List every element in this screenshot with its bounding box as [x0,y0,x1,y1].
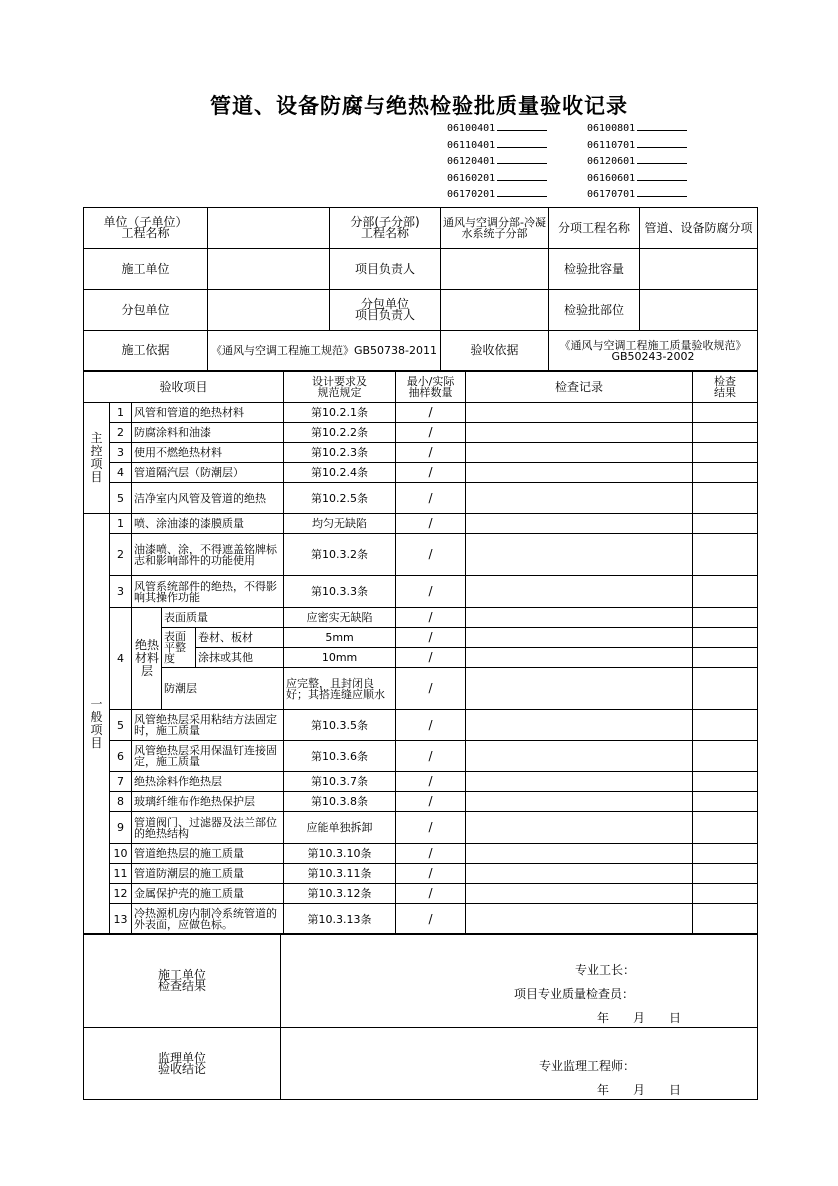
item-number: 12 [110,884,132,904]
constructor-value[interactable] [208,249,330,290]
capacity-label: 检验批容量 [549,249,640,290]
item-spec: 第10.3.13条 [284,904,396,935]
item-sample: / [396,403,466,423]
constructor-label: 施工单位 [84,249,208,290]
item-number: 6 [110,741,132,772]
code-number: 06120601 [587,156,636,167]
table-row [84,844,758,864]
item-record[interactable] [466,741,693,772]
item-record[interactable] [466,668,693,710]
code-blank[interactable] [637,120,687,131]
code-blank[interactable] [637,186,687,197]
item-number: 13 [110,904,132,935]
item-spec: 第10.3.12条 [284,884,396,904]
item-result[interactable] [693,423,758,443]
table-row [84,772,758,792]
code-row [447,186,547,203]
item-record[interactable] [466,628,693,648]
inspector-label: 项目专业质量检查员： [514,987,635,1001]
supervision-box [281,1028,758,1100]
item-result[interactable] [693,608,758,628]
item-result[interactable] [693,741,758,772]
item-spec: 应能单独拆卸 [284,812,396,844]
item-sample: / [396,576,466,608]
acceptance-label: 验收依据 [441,331,549,371]
item-record[interactable] [466,710,693,741]
code-row [587,137,687,154]
item-number: 10 [110,844,132,864]
code-list-left [447,120,547,203]
item-number: 3 [110,443,132,463]
item-sample: / [396,463,466,483]
item-number: 4 [110,608,132,710]
sheet-label: 卷材、板材 [196,628,284,648]
item-sample: / [396,844,466,864]
item-name: 使用不燃绝热材料 [132,443,284,463]
page-title: 管道、设备防腐与绝热检验批质量验收记录 [210,93,628,118]
item-name: 喷、涂油漆的漆膜质量 [132,514,284,534]
item-spec: 第10.3.10条 [284,844,396,864]
table-row [84,904,758,935]
item-name: 管道隔汽层（防潮层） [132,463,284,483]
item-name: 油漆喷、涂，不得遮盖铭牌标志和影响部件的功能使用 [132,534,284,576]
item-sample: / [396,628,466,648]
item-result[interactable] [693,534,758,576]
item-result[interactable] [693,792,758,812]
item-spec: 应完整，且封闭良好；其搭连缝应顺水 [284,668,396,710]
location-value[interactable] [640,290,758,331]
item-number: 5 [110,483,132,514]
item-name: 金属保护壳的施工质量 [132,884,284,904]
item-spec: 第10.3.5条 [284,710,396,741]
item-name: 玻璃纤维布作绝热保护层 [132,792,284,812]
unit-label: 单位（子单位） 工程名称 [84,208,208,249]
table-row [84,884,758,904]
item-result[interactable] [693,443,758,463]
col-item: 验收项目 [84,372,284,403]
item-result[interactable] [693,864,758,884]
item-number: 4 [110,463,132,483]
item-spec: 5mm [284,628,396,648]
table-row [84,403,758,423]
code-row [447,153,547,170]
construction-date: 年 月 日 [597,1011,682,1025]
item-spec: 第10.3.2条 [284,534,396,576]
item-name: 风管和管道的绝热材料 [132,403,284,423]
col-result: 检查 结果 [693,372,758,403]
item-record[interactable] [466,403,693,423]
construction-label: 施工单位 检查结果 [84,934,281,1028]
item-name: 绝热涂料作绝热层 [132,772,284,792]
item-record[interactable] [466,534,693,576]
code-number: 06110701 [587,139,636,151]
location-label: 检验批部位 [549,290,640,331]
item-spec: 第10.3.6条 [284,741,396,772]
surface-quality-label: 表面质量 [162,608,284,628]
item-spec: 应密实无缺陷 [284,608,396,628]
header-table [83,207,758,371]
division-label: 分部(子分部) 工程名称 [330,208,441,249]
items-table [83,371,758,935]
subcontractor-label: 分包单位 [84,290,208,331]
table-row [84,514,758,534]
table-row [84,812,758,844]
sub-manager-label: 分包单位 项目负责人 [330,290,441,331]
item-spec: 第10.3.7条 [284,772,396,792]
item-sample: / [396,884,466,904]
code-blank[interactable] [637,153,687,164]
engineer-label: 专业监理工程师： [539,1059,636,1073]
item-record[interactable] [466,648,693,668]
item-number: 11 [110,864,132,884]
construction-box [281,934,758,1028]
code-row [447,170,547,187]
item-sample: / [396,514,466,534]
main-group-label: 主控项目 [84,403,110,514]
code-number: 06100801 [587,123,636,134]
general-group-label: 一般项目 [84,514,110,935]
table-row [84,710,758,741]
item-sample: / [396,443,466,463]
item-spec: 第10.2.2条 [284,423,396,443]
item-spec: 第10.3.8条 [284,792,396,812]
division-value[interactable]: 通风与空调分部-冷凝水系统子分部 [441,208,549,249]
item-sample: / [396,648,466,668]
code-number: 06170701 [587,189,636,200]
item-sample: / [396,812,466,844]
item-result[interactable] [693,844,758,864]
item-spec: 第10.3.11条 [284,864,396,884]
table-row [84,608,758,628]
subcontractor-value[interactable] [208,290,330,331]
item-record[interactable] [466,844,693,864]
table-row [84,741,758,772]
item-name: 管道阀门、过滤器及法兰部位的绝热结构 [132,812,284,844]
item-result[interactable] [693,628,758,648]
sub-item-label: 分项工程名称 [549,208,640,249]
item-result[interactable] [693,403,758,423]
item-record[interactable] [466,904,693,935]
code-blank[interactable] [497,186,547,197]
code-row [587,153,687,170]
manager-label: 项目负责人 [330,249,441,290]
item-record[interactable] [466,772,693,792]
table-row [84,576,758,608]
table-row [84,668,758,710]
code-number: 06110401 [447,139,496,151]
item-record[interactable] [466,463,693,483]
moisture-label: 防潮层 [162,668,284,710]
item-number: 2 [110,534,132,576]
item-spec: 第10.2.3条 [284,443,396,463]
item-name: 风管绝热层采用粘结方法固定时，施工质量 [132,710,284,741]
item-name: 洁净室内风管及管道的绝热 [132,483,284,514]
item-name: 管道防潮层的施工质量 [132,864,284,884]
foreman-label: 专业工长： [575,963,636,977]
item-spec: 第10.2.4条 [284,463,396,483]
item-sample: / [396,864,466,884]
item-record[interactable] [466,423,693,443]
item-spec: 10mm [284,648,396,668]
item-result[interactable] [693,668,758,710]
item-sample: / [396,904,466,935]
item-result[interactable] [693,463,758,483]
item-number: 2 [110,423,132,443]
capacity-value[interactable] [640,249,758,290]
item-sample: / [396,741,466,772]
item-sample: / [396,792,466,812]
item-name: 风管系统部件的绝热，不得影响其操作功能 [132,576,284,608]
item-record[interactable] [466,608,693,628]
item-result[interactable] [693,483,758,514]
item-number: 1 [110,514,132,534]
item-record[interactable] [466,864,693,884]
item-sample: / [396,423,466,443]
code-row [587,186,687,203]
table-row [84,423,758,443]
item-result[interactable] [693,884,758,904]
code-blank[interactable] [497,137,547,148]
item-number: 3 [110,576,132,608]
code-row [447,120,547,137]
col-design: 设计要求及 规范规定 [284,372,396,403]
coating-label: 涂抹或其他 [196,648,284,668]
item-record[interactable] [466,514,693,534]
item-number: 9 [110,812,132,844]
sub-manager-value[interactable] [441,290,549,331]
item-record[interactable] [466,483,693,514]
code-number: 06100401 [447,123,496,134]
code-number: 06170201 [447,189,496,200]
item-sample: / [396,608,466,628]
item-name: 防腐涂料和油漆 [132,423,284,443]
basis-label: 施工依据 [84,331,208,371]
code-blank[interactable] [497,153,547,164]
acceptance-value: 《通风与空调工程施工质量验收规范》GB50243-2002 [549,331,758,371]
item-record[interactable] [466,884,693,904]
basis-value: 《通风与空调工程施工规范》GB50738-2011 [208,331,441,371]
item-result[interactable] [693,904,758,935]
item-spec: 第10.2.1条 [284,403,396,423]
code-blank[interactable] [637,137,687,148]
sub-item-value[interactable]: 管道、设备防腐分项 [640,208,758,249]
table-row [84,534,758,576]
flatness-label: 表面平整度 [162,628,196,668]
insulation-group-label: 绝热材料层 [132,608,162,710]
item-result[interactable] [693,514,758,534]
item-sample: / [396,772,466,792]
item-spec: 第10.3.3条 [284,576,396,608]
table-row [84,443,758,463]
item-record[interactable] [466,443,693,463]
code-row [447,137,547,154]
item-result[interactable] [693,648,758,668]
item-result[interactable] [693,710,758,741]
table-row [84,628,758,648]
table-row [84,864,758,884]
code-row [587,120,687,137]
item-number: 7 [110,772,132,792]
code-blank[interactable] [637,170,687,181]
supervision-date: 年 月 日 [597,1083,682,1097]
item-sample: / [396,668,466,710]
item-sample: / [396,710,466,741]
code-number: 06160601 [587,172,636,184]
item-number: 1 [110,403,132,423]
item-spec: 均匀无缺陷 [284,514,396,534]
code-list-right [587,120,687,203]
item-number: 8 [110,792,132,812]
supervision-label: 监理单位 验收结论 [84,1028,281,1100]
item-name: 冷热源机房内制冷系统管道的外表面，应做色标。 [132,904,284,935]
code-row [587,170,687,187]
table-row [84,483,758,514]
table-row [84,792,758,812]
item-sample: / [396,483,466,514]
item-result[interactable] [693,576,758,608]
item-record[interactable] [466,576,693,608]
item-name: 管道绝热层的施工质量 [132,844,284,864]
code-number: 06160201 [447,172,496,184]
item-spec: 第10.2.5条 [284,483,396,514]
code-blank[interactable] [497,170,547,181]
code-blank[interactable] [497,120,547,131]
code-number: 06120401 [447,156,496,167]
item-record[interactable] [466,812,693,844]
item-result[interactable] [693,772,758,792]
item-number: 5 [110,710,132,741]
col-record: 检查记录 [466,372,693,403]
manager-value[interactable] [441,249,549,290]
item-sample: / [396,534,466,576]
item-result[interactable] [693,812,758,844]
unit-value[interactable] [208,208,330,249]
table-row [84,463,758,483]
item-name: 风管绝热层采用保温钉连接固定，施工质量 [132,741,284,772]
col-sample: 最小/实际 抽样数量 [396,372,466,403]
item-record[interactable] [466,792,693,812]
